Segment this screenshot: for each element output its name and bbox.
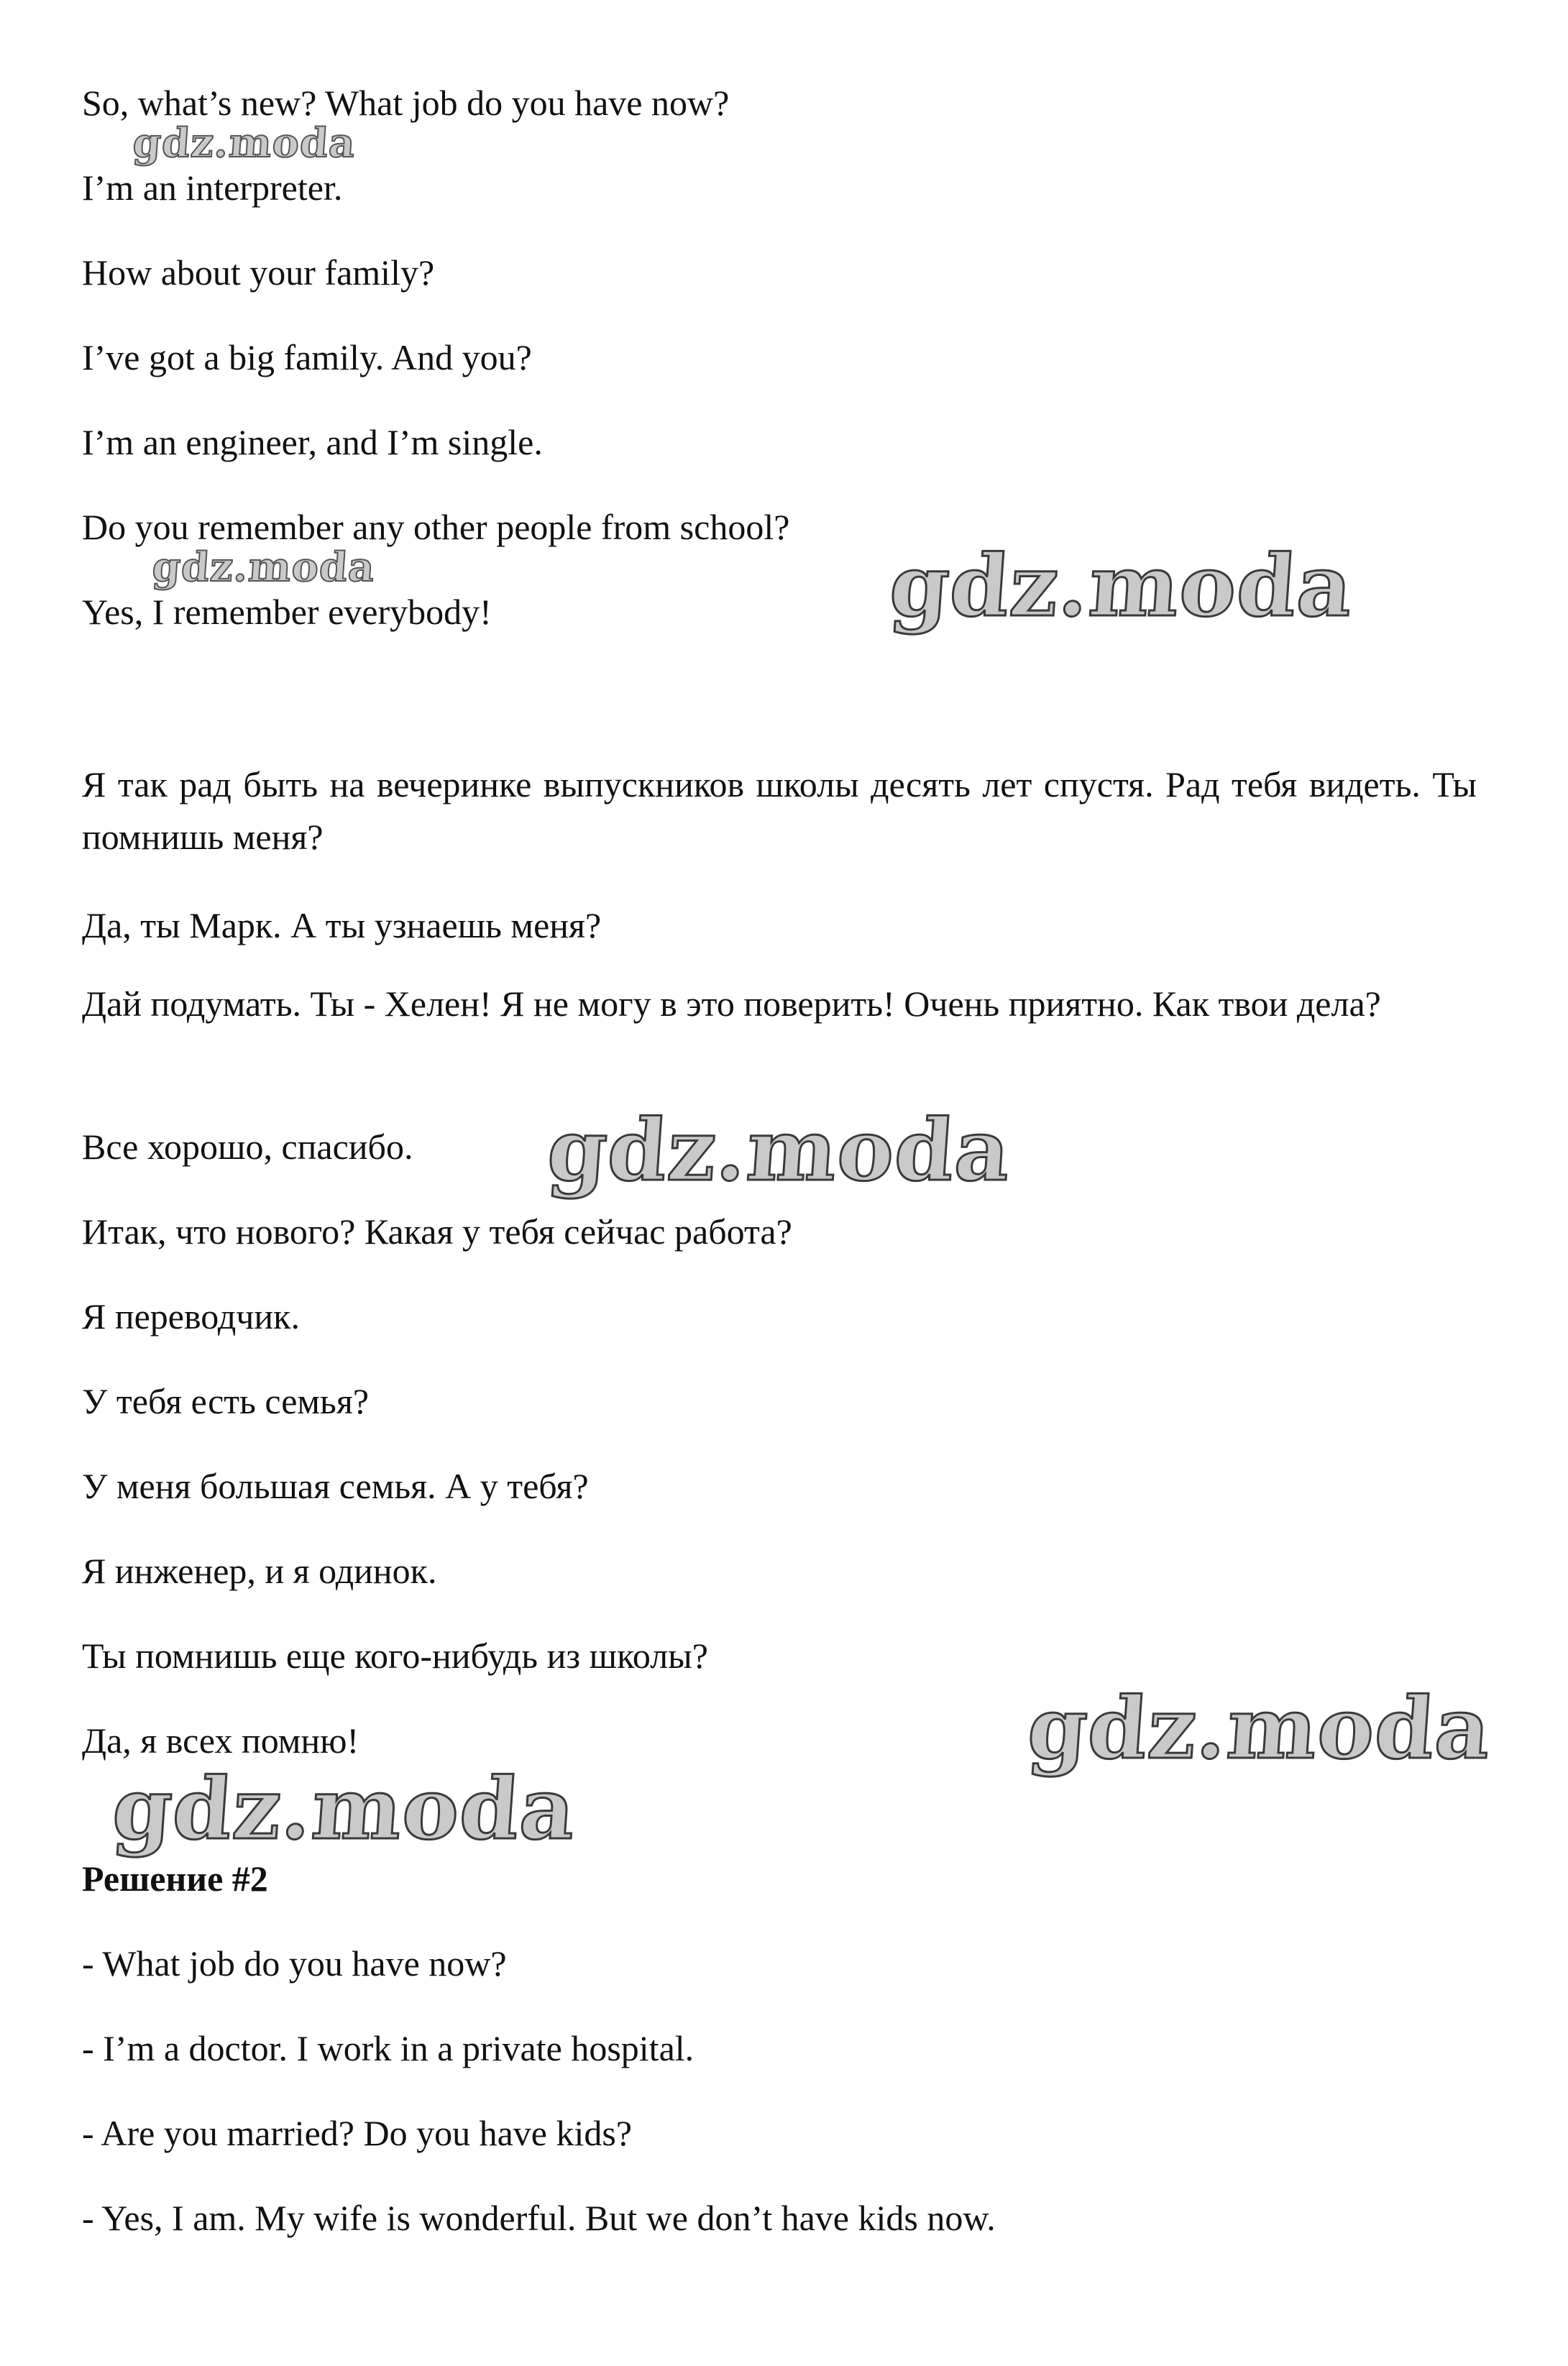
watermark-logo: gdz.moda bbox=[131, 119, 357, 167]
watermark-logo: gdz.moda bbox=[109, 1759, 579, 1858]
russian-line-10: Ты помнишь еще кого-нибудь из школы? bbox=[82, 1636, 708, 1676]
solution-line-2: - I’m a doctor. I work in a private hospital. bbox=[82, 2028, 694, 2068]
russian-line-8: У меня большая семья. А у тебя? bbox=[82, 1466, 589, 1506]
english-line-7: Yes, I remember everybody! bbox=[82, 592, 492, 632]
solution-line-4: - Yes, I am. My wife is wonderful. But we don’t have kids now. bbox=[82, 2198, 996, 2238]
english-line-3: How about your family? bbox=[82, 252, 435, 293]
english-line-4: I’ve got a big family. And you? bbox=[82, 337, 532, 377]
russian-line-5: Итак, что нового? Какая у тебя сейчас работа? bbox=[82, 1211, 792, 1252]
english-line-1: So, what’s new? What job do you have now? bbox=[82, 83, 730, 123]
english-line-2: I’m an interpreter. bbox=[82, 168, 343, 208]
english-line-5: I’m an engineer, and I’m single. bbox=[82, 422, 543, 462]
russian-line-3: Дай подумать. Ты - Хелен! Я не могу в это поверить! Очень приятно. Как твои дела? bbox=[82, 983, 1381, 1024]
russian-line-2: Да, ты Марк. А ты узнаешь меня? bbox=[82, 905, 602, 945]
russian-line-4: Все хорошо, спасибо. bbox=[82, 1127, 413, 1167]
russian-line-9: Я инженер, и я одинок. bbox=[82, 1551, 437, 1591]
watermark-logo: gdz.moda bbox=[886, 536, 1357, 636]
watermark-logo: gdz.moda bbox=[150, 544, 377, 591]
russian-line-1: Я так рад быть на вечеринке выпускников школы десять лет спустя. Рад тебя видеть. Ты помнишь меня? bbox=[82, 764, 1477, 857]
watermark-logo: gdz.moda bbox=[544, 1100, 1014, 1200]
solution-heading: Решение #2 bbox=[82, 1858, 268, 1899]
solution-line-1: - What job do you have now? bbox=[82, 1943, 507, 1984]
solution-line-3: - Are you married? Do you have kids? bbox=[82, 2113, 633, 2153]
watermark-logo: gdz.moda bbox=[1024, 1678, 1495, 1778]
russian-line-7: У тебя есть семья? bbox=[82, 1381, 370, 1421]
russian-line-11: Да, я всех помню! bbox=[82, 1720, 359, 1761]
russian-line-6: Я переводчик. bbox=[82, 1296, 300, 1336]
english-line-6: Do you remember any other people from school? bbox=[82, 507, 790, 547]
